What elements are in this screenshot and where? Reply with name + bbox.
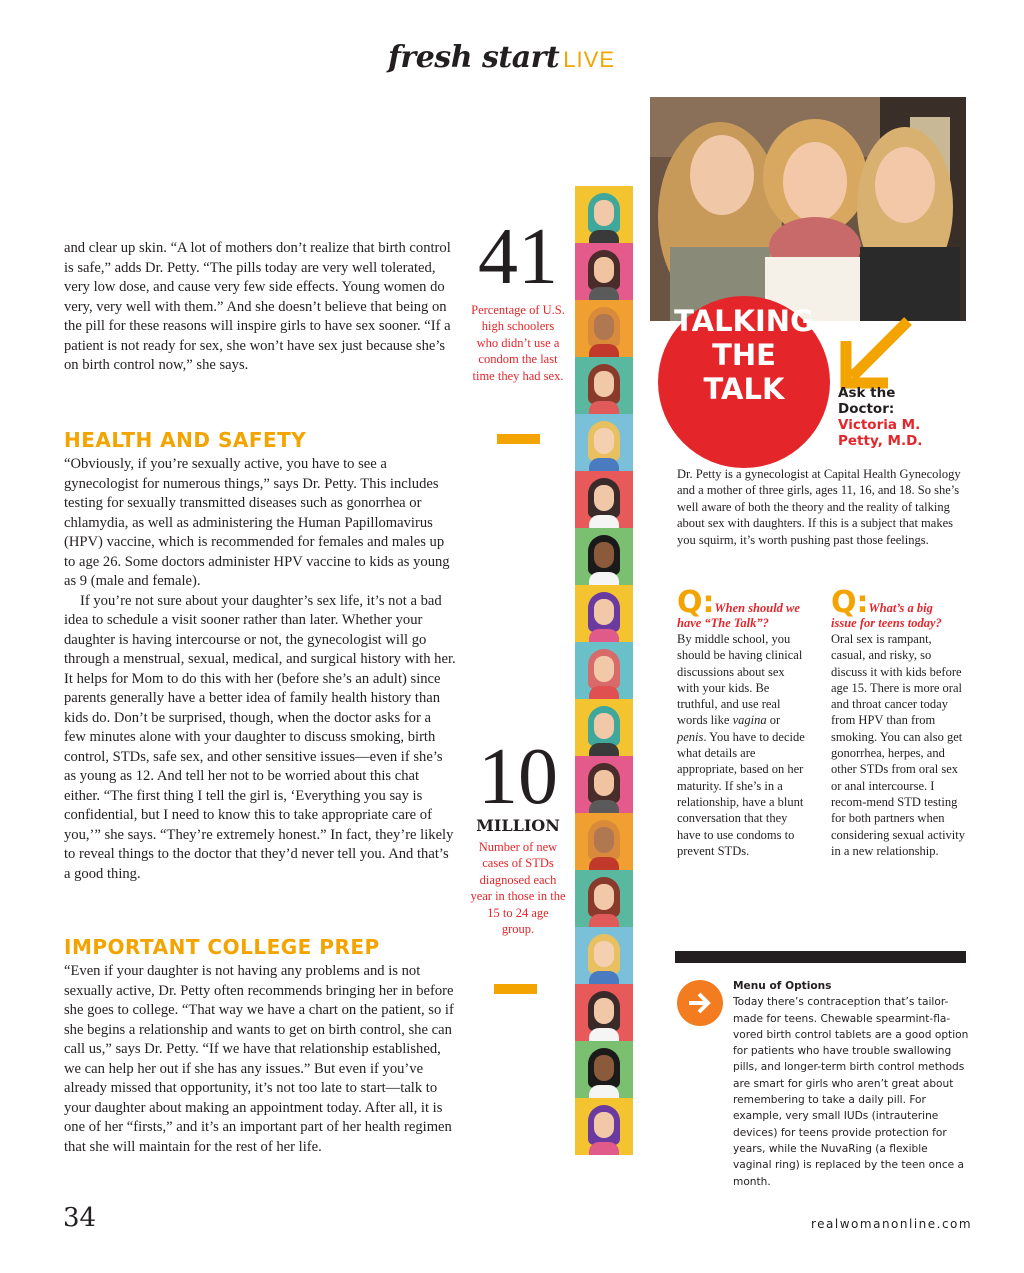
face-illustration (575, 870, 633, 927)
doctor-name (838, 417, 922, 449)
badge-line: TALK (703, 372, 785, 406)
badge-line: TALKING (674, 304, 814, 338)
face-illustration (575, 414, 633, 471)
ask-line: Doctor: (838, 401, 895, 417)
q-mark: Q: (831, 585, 869, 620)
qa-answer: Oral sex is rampant, casual, and risky, so discuss it with kids before age 15. There is more oral and throat cancer today from HPV than from smoking. You can also get gonorrhea, herpes, and other STDs from oral sex or anal intercourse. I recom-mend STD testing for both partners when considering sexual activity in a new relationship. (831, 632, 965, 858)
face-illustration (575, 357, 633, 414)
doctor-name-line: Victoria M. (838, 417, 921, 433)
qa-item-1 (677, 585, 805, 859)
photo-illustration (650, 97, 966, 321)
face-illustration (575, 1041, 633, 1098)
face-illustration (575, 243, 633, 300)
face-illustration (575, 585, 633, 642)
question-line: have “The Talk”? (677, 616, 769, 630)
menu-divider-bar (675, 951, 966, 963)
face-illustration (575, 984, 633, 1041)
stat-10-million (470, 733, 566, 937)
face-illustration (575, 1098, 633, 1155)
badge-line: THE (712, 338, 776, 372)
masthead-section: LIVE (563, 47, 615, 72)
qa-answer (677, 631, 805, 859)
face-illustration (575, 642, 633, 699)
talking-the-talk-badge (658, 296, 830, 468)
q-mark: Q: (677, 585, 715, 620)
stat-number: 10 (478, 733, 558, 821)
stat-number: 41 (478, 213, 558, 301)
face-illustration (575, 813, 633, 870)
college-section (64, 935, 456, 1157)
stat-caption: Number of new cases of STDs diagnosed each year in those in the 15 to 24 age group. (470, 840, 566, 937)
masthead-brand: fresh start (388, 40, 560, 75)
doctor-name-line: Petty, M.D. (838, 433, 923, 449)
health-paragraph-2: If you’re not sure about your daughter’s sex life, it’s not a bad idea to schedule a visit sooner rather than later. Whether your daughter is having intercourse or not, the gynecologist will go through a menstrual, sexual, medical, and surgical history with her. It helps for Mom to do this with her (before she’s an adult) since parents generally have a better idea of family health history than kids do. Don’t be surprised, though, when the doctor asks for a few minutes alone with your daughter to discuss smoking, birth control, STDs, safe sex, and other sensitive issues—even if she’s as young as 12. And tell her not to be worried about this chat either. “The first thing I tell the girl is, ‘Everything you say is confidential, but I need to know this to take appropriate care of you,’” she says. “They’re extremely honest.” In fact, they’re likely to reveal things to the doctor that they’d never tell you. And that’s a good thing. (64, 592, 456, 882)
question-line: What’s a big (868, 601, 933, 615)
college-heading: IMPORTANT COLLEGE PREP (64, 935, 380, 959)
qa-item-2 (831, 585, 969, 859)
site-url: realwomanonline.com (811, 1217, 973, 1231)
arrow-right-icon (677, 980, 723, 1026)
face-illustration (575, 528, 633, 585)
answer-text: . You have to decide what details are appropriate, based on her maturity. If she’s in a relationship, have a blunt conversation that they have to use condoms to prevent STDs. (677, 729, 805, 858)
face-illustration (575, 471, 633, 528)
face-illustration (575, 699, 633, 756)
arrow-down-left-icon (836, 315, 926, 395)
menu-of-options (733, 978, 969, 1190)
answer-term: penis (677, 729, 704, 744)
page-number: 34 (63, 1203, 97, 1233)
intro-paragraph: and clear up skin. “A lot of mothers don’t realize that birth control is safe,” adds Dr. Petty. “The pills today are very well tolerated, very low dose, and cause very few side effects. Young women do very, very well with them.” And she doesn’t believe that being on the pill for these reasons will inspire girls to have sex sooner. “If a patient is not ready for sex, she won’t have sex just because she’s on birth control now,” she says. (64, 240, 451, 373)
menu-body: Today there’s contraception that’s tailor-made for teens. Chewable spearmint-fla-vored birth control tablets are a good option for patients who have trouble swallowing pills, and longer-term birth control methods are smart for girls who aren’t great about remembering to take a daily pill. For example, very small IUDs (intrauterine devices) for teens provide protection for years, while the NuvaRing (a flexible vaginal ring) is replaced by the teen once a month. (733, 996, 969, 1188)
face-illustration (575, 186, 633, 243)
stat-divider-bar (494, 984, 537, 994)
question-line: When should we (714, 601, 800, 615)
ask-the-doctor-label (838, 385, 895, 417)
stat-caption: Percentage of U.S. high schoolers who didn’t use a condom the last time they had sex. (471, 303, 565, 383)
masthead (388, 40, 648, 80)
face-illustration (575, 756, 633, 813)
stat-41 (470, 214, 566, 384)
college-paragraph: “Even if your daughter is not having any problems and is not sexually active, Dr. Petty often recommends bringing her in before she goes to college. “That way we have a chart on the patient, so if she begins a relationship and wants to get on birth control, she can call us,” says Dr. Petty. “If we have that relationship established, we can help her out if she has any issues.” But even if you’ve already missed that opportunity, it’s not too late to start—talk to your daughter about making an appointment today. After all, it is one of her “firsts,” and it’s an important part of her health regimen that she will maintain for the rest of her life. (64, 963, 454, 1155)
health-paragraph-1: “Obviously, if you’re sexually active, you have to see a gynecologist for numerous things,” says Dr. Petty. This includes testing for sexually transmitted diseases such as gonorrhea or chlamydia, as well as administering the Human Papillomavirus (HPV) vaccine, which is recommended for females and males up to age 26. Some doctors administer HPV vaccine to kids as young as 9 (male and female). (64, 456, 450, 589)
answer-text: By middle school, you should be having clinical discussions about sex with your kids. Be truthful, and use real words like (677, 632, 803, 728)
answer-term: vagina (732, 713, 767, 728)
health-section (64, 428, 456, 884)
face-illustration (575, 300, 633, 357)
question-line: issue for teens today? (831, 616, 942, 630)
badge-title (658, 304, 830, 406)
intro-paragraph-block (64, 239, 456, 376)
health-heading: HEALTH AND SAFETY (64, 428, 307, 452)
menu-title: Menu of Options (733, 980, 832, 992)
face-illustration (575, 927, 633, 984)
qa-question (831, 585, 969, 631)
ask-line: Ask the (838, 385, 896, 401)
answer-connector: or (766, 713, 781, 728)
faces-illustration-strip (575, 186, 633, 1155)
doctor-intro: Dr. Petty is a gynecologist at Capital Health Gynecology and a mother of three girls, ages 11, 16, and 18. So she’s well aware of both the theory and the reality of talking about sex with daughters. If this is a subject that makes you squirm, it’s worth pushing past those feelings. (677, 467, 961, 547)
stat-unit: MILLION (476, 816, 560, 835)
stat-divider-bar (497, 434, 540, 444)
mother-and-daughters-photo (650, 97, 966, 321)
qa-question (677, 585, 805, 631)
